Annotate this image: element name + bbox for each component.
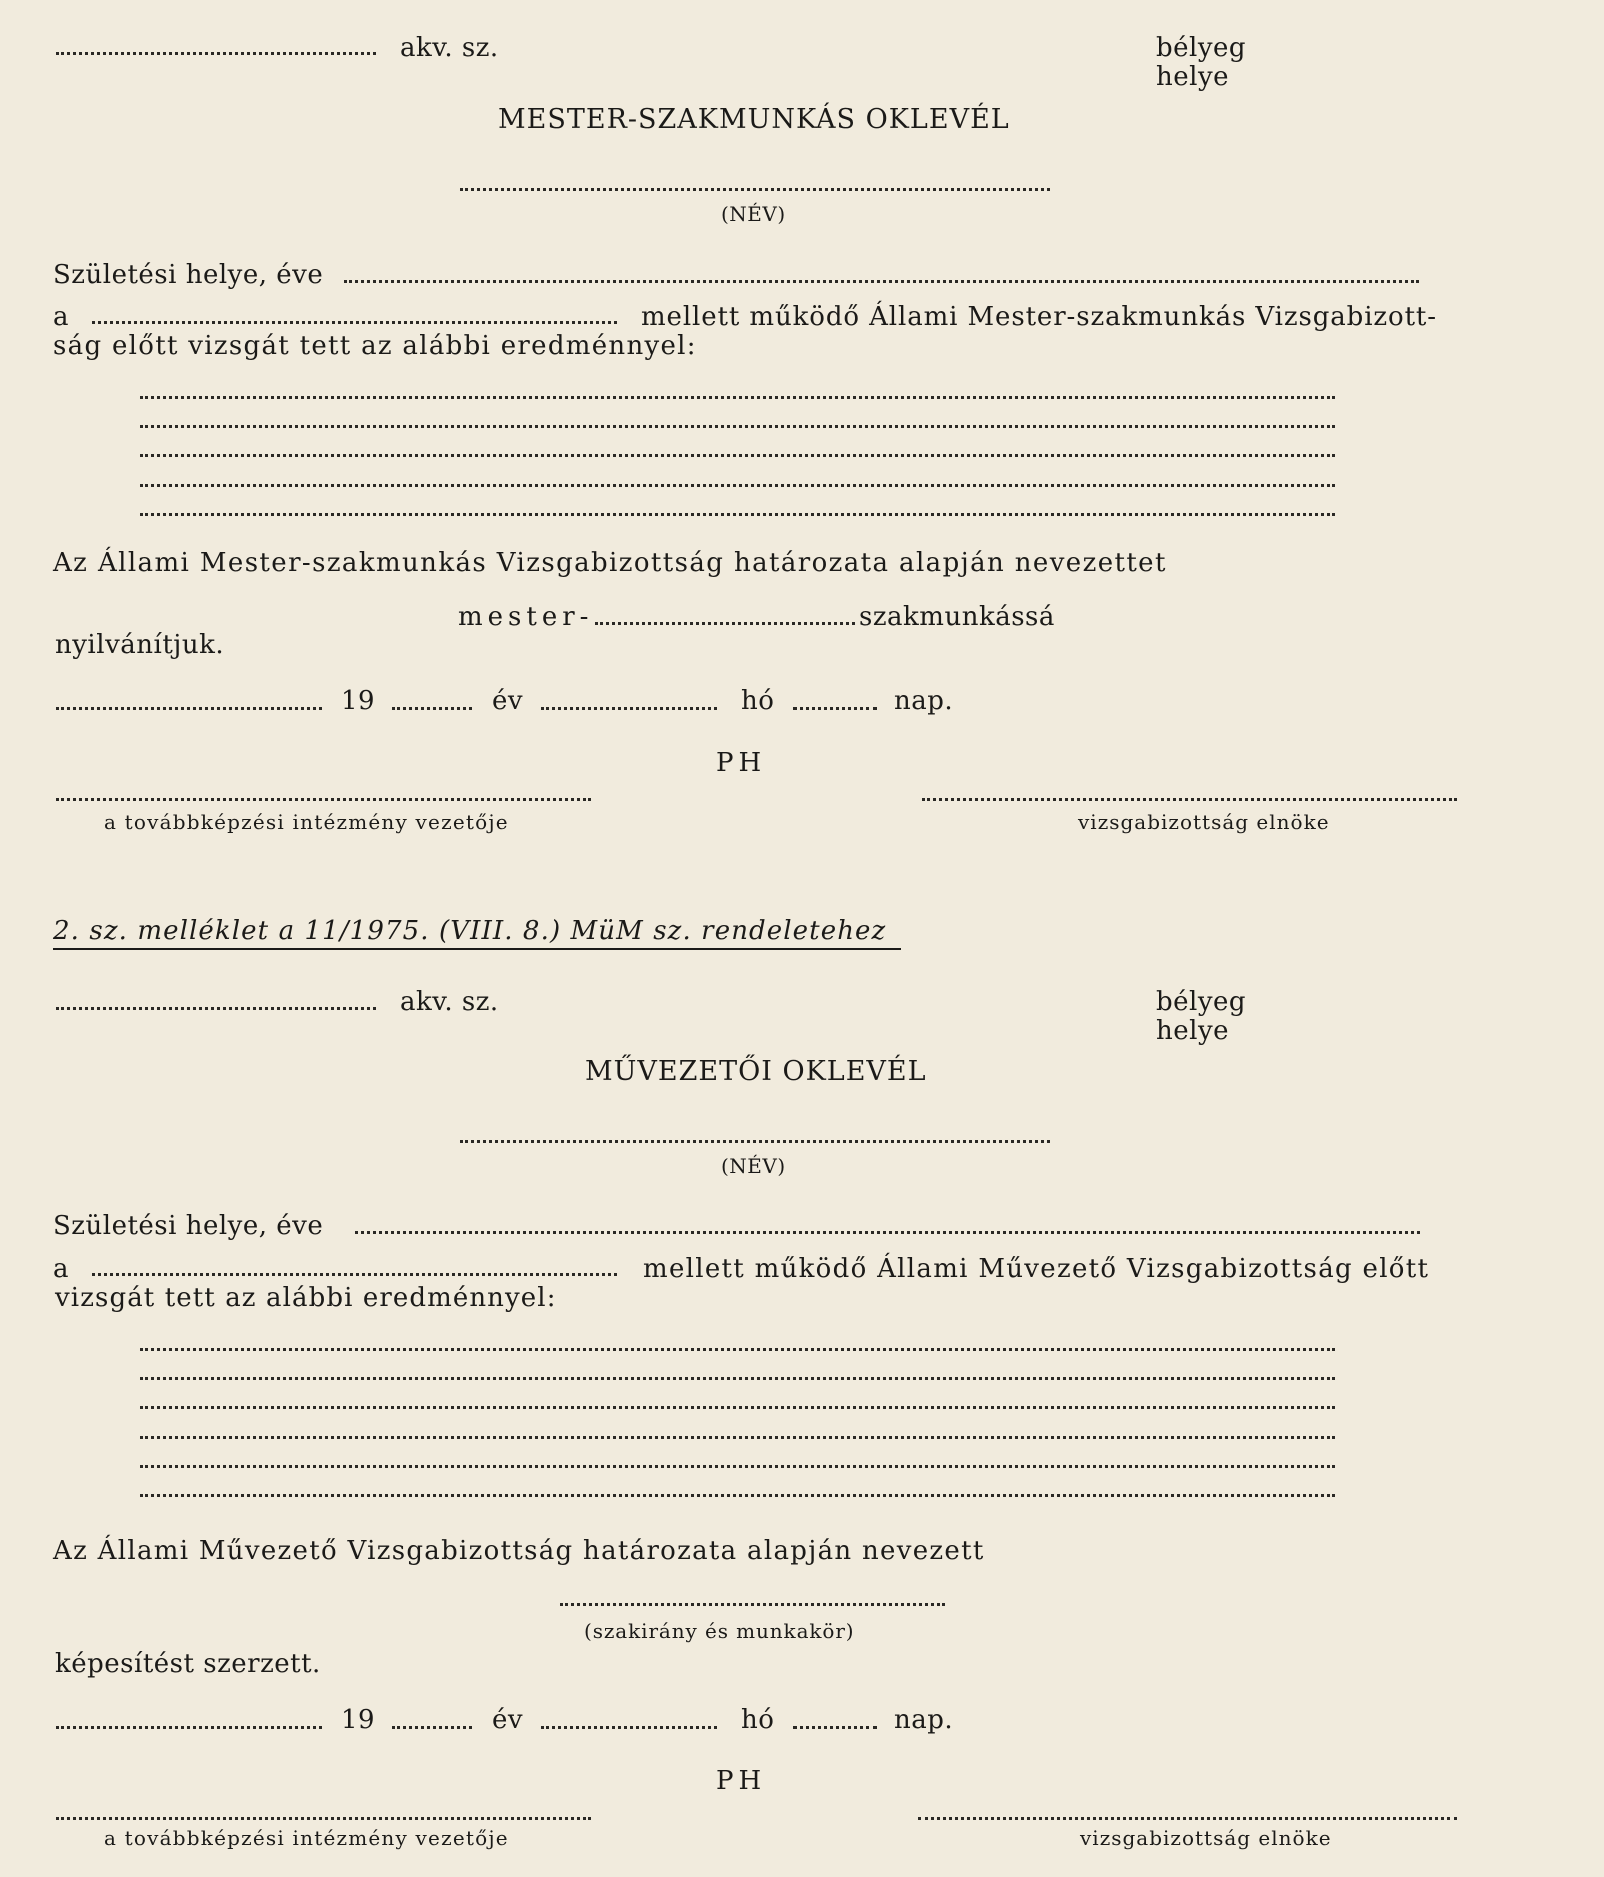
mellett-text: mellett működő Állami Mester-szakmunkás Vizsgabizott- xyxy=(641,302,1437,332)
akv-field xyxy=(56,52,376,55)
signature-line-right xyxy=(922,798,1457,801)
ph-label: PH xyxy=(716,748,767,778)
name-field xyxy=(460,188,1050,191)
institution-field-2 xyxy=(92,1273,617,1276)
name-label-2: (NÉV) xyxy=(721,1154,786,1178)
qualification-label: (szakirány és munkakör) xyxy=(584,1619,855,1643)
declare-text: nyilvánítjuk. xyxy=(55,630,225,660)
stamp-label-2-2: helye xyxy=(1156,1016,1230,1046)
result-line-5 xyxy=(140,513,1335,516)
a-label: a xyxy=(53,302,70,332)
akv-label: akv. sz. xyxy=(400,33,499,63)
birth-field-2 xyxy=(355,1231,1420,1234)
result-line-2-3 xyxy=(140,1406,1335,1409)
annex-heading: 2. sz. melléklet a 11/1975. (VIII. 8.) MüM sz. rendeletehez xyxy=(53,916,887,946)
document-title: MESTER-SZAKMUNKÁS OKLEVÉL xyxy=(498,104,1010,135)
document-title-2: MŰVEZETŐI OKLEVÉL xyxy=(585,1056,927,1087)
result-line-2-4 xyxy=(140,1436,1335,1439)
intro-line-2: ság előtt vizsgát tett az alábbi eredménnyel: xyxy=(53,331,697,361)
name-field-2 xyxy=(460,1140,1050,1143)
year-label-2: év xyxy=(492,1705,524,1735)
akv-label-2: akv. sz. xyxy=(400,987,499,1017)
a-label-2: a xyxy=(53,1254,70,1284)
result-line-4 xyxy=(140,484,1335,487)
year-prefix: 19 xyxy=(341,686,376,716)
day-field xyxy=(793,707,877,710)
akv-field-2 xyxy=(56,1007,376,1010)
day-field-2 xyxy=(793,1726,877,1729)
year-field xyxy=(392,707,472,710)
year-label: év xyxy=(492,686,524,716)
signature-label-left-2: a továbbképzési intézmény vezetője xyxy=(104,1826,509,1850)
month-label-2: hó xyxy=(741,1705,775,1735)
result-line-2-1 xyxy=(140,1348,1335,1351)
birth-label: Születési helye, éve xyxy=(53,260,324,290)
signature-line-left-2 xyxy=(56,1817,591,1820)
mellett-text-2: mellett működő Állami Művezető Vizsgabizottság előtt xyxy=(643,1254,1430,1284)
result-line-2 xyxy=(140,425,1335,428)
result-line-2-2 xyxy=(140,1377,1335,1380)
annex-underline xyxy=(53,948,901,950)
result-line-1 xyxy=(140,396,1335,399)
day-label: nap. xyxy=(894,686,954,716)
birth-field xyxy=(344,280,1419,283)
place-field-2 xyxy=(56,1726,322,1729)
stamp-label-2: helye xyxy=(1156,62,1230,92)
decision-text: Az Állami Mester-szakmunkás Vizsgabizottság határozata alapján nevezettet xyxy=(53,548,1167,578)
institution-field xyxy=(92,321,617,324)
qualification-field xyxy=(560,1603,945,1606)
month-field xyxy=(541,707,717,710)
place-field xyxy=(56,707,322,710)
signature-line-right-2 xyxy=(918,1817,1457,1820)
decision-text-2: Az Állami Művezető Vizsgabizottság határozata alapján nevezett xyxy=(53,1536,985,1566)
ph-label-2: PH xyxy=(716,1766,767,1796)
result-line-3 xyxy=(140,454,1335,457)
year-prefix-2: 19 xyxy=(341,1705,376,1735)
signature-line-left xyxy=(56,798,591,801)
szakmunkassa-label: szakmunkássá xyxy=(859,602,1055,632)
signature-label-left: a továbbképzési intézmény vezetője xyxy=(104,810,509,834)
name-label: (NÉV) xyxy=(721,202,786,226)
month-label: hó xyxy=(741,686,775,716)
intro-line-2-2: vizsgát tett az alábbi eredménnyel: xyxy=(55,1283,557,1313)
mester-label: mester- xyxy=(458,602,594,632)
result-line-2-5 xyxy=(140,1465,1335,1468)
birth-label-2: Születési helye, éve xyxy=(53,1211,324,1241)
day-label-2: nap. xyxy=(894,1705,954,1735)
stamp-label-1: bélyeg xyxy=(1156,33,1247,63)
qualified-text: képesítést szerzett. xyxy=(55,1649,321,1679)
signature-label-right-2: vizsgabizottság elnöke xyxy=(1080,1826,1332,1850)
stamp-label-2-1: bélyeg xyxy=(1156,987,1247,1017)
month-field-2 xyxy=(541,1726,717,1729)
year-field-2 xyxy=(392,1726,472,1729)
result-line-2-6 xyxy=(140,1494,1335,1497)
trade-field xyxy=(595,622,855,625)
signature-label-right: vizsgabizottság elnöke xyxy=(1078,810,1330,834)
